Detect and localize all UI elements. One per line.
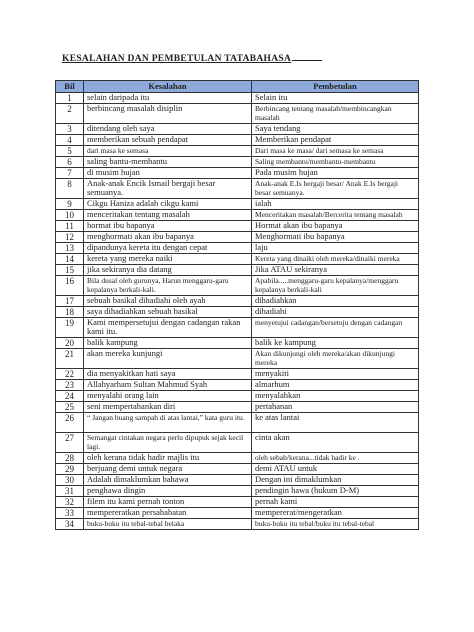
row-number: 33 — [56, 508, 84, 519]
error-cell: balik kampung — [84, 338, 252, 349]
table-row — [56, 486, 419, 497]
row-number: 14 — [56, 254, 84, 265]
error-cell: sebuah basikal dihadiahi oleh ayah — [84, 296, 252, 307]
error-cell: berbincang masalah disiplin — [84, 104, 252, 124]
title-underline — [292, 52, 322, 61]
error-cell: “ Jangan buang sampah di atas lantai,” kata guru itu. — [84, 413, 252, 433]
correction-cell: almarhum — [252, 380, 419, 391]
row-number: 32 — [56, 497, 84, 508]
document-title: KESALAHAN DAN PEMBETULAN TATABAHASA — [62, 52, 322, 64]
correction-cell: menyalahkan — [252, 391, 419, 402]
correction-cell: ialah — [252, 199, 419, 210]
row-number: 17 — [56, 296, 84, 307]
correction-cell: Menghormati ibu bapanya — [252, 232, 419, 243]
row-number: 13 — [56, 243, 84, 254]
table-row — [56, 433, 419, 453]
error-cell: Kami mempersetujui dengan cadangan rakan kami itu. — [84, 318, 252, 338]
correction-cell: Selain itu — [252, 93, 419, 104]
row-number: 31 — [56, 486, 84, 497]
error-cell: jika sekiranya dia datang — [84, 265, 252, 276]
correction-cell: dihadiahkan — [252, 296, 419, 307]
row-number: 1 — [56, 93, 84, 104]
error-cell: saling bantu-membantu — [84, 157, 252, 168]
table-row — [56, 254, 419, 265]
error-cell: dia menyakitkan hati saya — [84, 369, 252, 380]
error-cell: menyalahi orang lain — [84, 391, 252, 402]
row-number: 20 — [56, 338, 84, 349]
row-number: 5 — [56, 146, 84, 157]
table-row — [56, 168, 419, 179]
row-number: 34 — [56, 519, 84, 530]
error-cell: dari masa ke semasa — [84, 146, 252, 157]
row-number: 3 — [56, 124, 84, 135]
correction-cell: Anak-anak E.Is bergaji besar/ Anak E.Is bergaji besar semuanya. — [252, 179, 419, 199]
row-number: 9 — [56, 199, 84, 210]
table-row — [56, 453, 419, 464]
error-cell: akan mereka kunjungi — [84, 349, 252, 369]
table-row — [56, 307, 419, 318]
error-cell: kereta yang mereka naiki — [84, 254, 252, 265]
correction-cell: Kereta yang dinaiki oleh mereka/dinaiki mereka — [252, 254, 419, 265]
row-number: 8 — [56, 179, 84, 199]
correction-cell: pendingin hawa (hukum D-M) — [252, 486, 419, 497]
correction-cell: cinta akan — [252, 433, 419, 453]
row-number: 16 — [56, 276, 84, 296]
row-number: 18 — [56, 307, 84, 318]
row-number: 23 — [56, 380, 84, 391]
error-cell: Cikgu Haniza adalah cikgu kami — [84, 199, 252, 210]
table-row — [56, 338, 419, 349]
correction-cell: menyakiti — [252, 369, 419, 380]
correction-cell: Hormat akan ibu bapanya — [252, 221, 419, 232]
table-row — [56, 318, 419, 338]
error-cell: hormat ibu bapanya — [84, 221, 252, 232]
error-cell: ditendang oleh saya — [84, 124, 252, 135]
error-cell: buku-buku itu tebal-tebal belaka — [84, 519, 252, 530]
correction-cell: Dari masa ke masa/ dari semasa ke semasa — [252, 146, 419, 157]
table-row — [56, 349, 419, 369]
row-number: 6 — [56, 157, 84, 168]
error-cell: Semangat cintakan negara perlu dipupuk sejak kecil lagi. — [84, 433, 252, 453]
table-row — [56, 135, 419, 146]
error-cell: Allahyarham Sultan Mahmud Syah — [84, 380, 252, 391]
table-row — [56, 276, 419, 296]
correction-cell: dihadiahi — [252, 307, 419, 318]
error-cell: oleh kerana tidak hadir majlis itu — [84, 453, 252, 464]
table-row — [56, 391, 419, 402]
row-number: 29 — [56, 464, 84, 475]
error-cell: menceritakan tentang masalah — [84, 210, 252, 221]
table-row — [56, 464, 419, 475]
row-number: 27 — [56, 433, 84, 453]
error-cell: filem itu kami pernah tonton — [84, 497, 252, 508]
correction-cell: menyetujui cadangan/bersetuju dengan cadangan — [252, 318, 419, 338]
row-number: 2 — [56, 104, 84, 124]
error-cell: seni mempertahankan diri — [84, 402, 252, 413]
error-cell: di musim hujan — [84, 168, 252, 179]
table-row — [56, 497, 419, 508]
correction-cell: balik ke kampung — [252, 338, 419, 349]
grammar-table — [55, 80, 419, 530]
table-row — [56, 146, 419, 157]
table-row — [56, 221, 419, 232]
error-cell: selain daripada itu — [84, 93, 252, 104]
correction-cell: oleh sebab/kerana...tidak hadir ke . — [252, 453, 419, 464]
table-row — [56, 104, 419, 124]
header-pembetulan: Pembetulan — [252, 81, 419, 93]
error-cell: Bila dusal oleh gurunya, Harun menggaru-garu kepalanya berkali-kali. — [84, 276, 252, 296]
correction-cell: demi ATAU untuk — [252, 464, 419, 475]
error-cell: mempereratkan persahabatan — [84, 508, 252, 519]
error-cell: dipandunya kereta itu dengan cepat — [84, 243, 252, 254]
table-row — [56, 210, 419, 221]
error-cell: Anak-anak Encik Ismail bergaji besar semuanya. — [84, 179, 252, 199]
row-number: 15 — [56, 265, 84, 276]
table-row — [56, 232, 419, 243]
table-row — [56, 124, 419, 135]
table-row — [56, 402, 419, 413]
table-row — [56, 243, 419, 254]
correction-cell: mempererat/mengeratkan — [252, 508, 419, 519]
correction-cell: laju — [252, 243, 419, 254]
table-row — [56, 413, 419, 433]
row-number: 4 — [56, 135, 84, 146]
table-row — [56, 475, 419, 486]
row-number: 12 — [56, 232, 84, 243]
correction-cell: Saya tendang — [252, 124, 419, 135]
header-row — [56, 81, 419, 93]
table-row — [56, 369, 419, 380]
correction-cell: pernah kami — [252, 497, 419, 508]
row-number: 19 — [56, 318, 84, 338]
table-row — [56, 179, 419, 199]
correction-cell: Jika ATAU sekiranya — [252, 265, 419, 276]
error-cell: menghormati akan ibu bapanya — [84, 232, 252, 243]
header-bil: Bil — [56, 81, 84, 93]
table-row — [56, 508, 419, 519]
row-number: 28 — [56, 453, 84, 464]
correction-cell: Akan dikunjungi oleh mereka/akan dikunjungi mereka — [252, 349, 419, 369]
error-cell: berjuang demi untuk negara — [84, 464, 252, 475]
error-cell: saya dihadiahkan sebuah basikal — [84, 307, 252, 318]
header-kesalahan: Kesalahan — [84, 81, 252, 93]
row-number: 10 — [56, 210, 84, 221]
table-row — [56, 265, 419, 276]
correction-cell: ke atas lantai — [252, 413, 419, 433]
table-row — [56, 93, 419, 104]
correction-cell: Saling membantu/membantu-membantu — [252, 157, 419, 168]
correction-cell: Menceritakan masalah/Bercerita tentang masalah — [252, 210, 419, 221]
error-cell: penghawa dingin — [84, 486, 252, 497]
row-number: 26 — [56, 413, 84, 433]
correction-cell: Pada musim hujan — [252, 168, 419, 179]
row-number: 11 — [56, 221, 84, 232]
table-row — [56, 519, 419, 530]
error-cell: memberikan sebuah pendapat — [84, 135, 252, 146]
table-row — [56, 380, 419, 391]
row-number: 21 — [56, 349, 84, 369]
table-row — [56, 157, 419, 168]
row-number: 7 — [56, 168, 84, 179]
correction-cell: Dengan ini dimaklumkan — [252, 475, 419, 486]
correction-cell: Memberikan pendapat — [252, 135, 419, 146]
correction-cell: pertahanan — [252, 402, 419, 413]
correction-cell: Apabila.....menggaru-garu kepalanya/menggaru kepalanya berkali-kali — [252, 276, 419, 296]
row-number: 24 — [56, 391, 84, 402]
error-cell: Adalah dimaklumkan bahawa — [84, 475, 252, 486]
correction-cell: buku-buku itu tebal/buku itu tebal-tebal — [252, 519, 419, 530]
table-row — [56, 199, 419, 210]
row-number: 22 — [56, 369, 84, 380]
correction-cell: Berbincang tentang masalah/membincangkan masalah — [252, 104, 419, 124]
row-number: 25 — [56, 402, 84, 413]
table-row — [56, 296, 419, 307]
row-number: 30 — [56, 475, 84, 486]
